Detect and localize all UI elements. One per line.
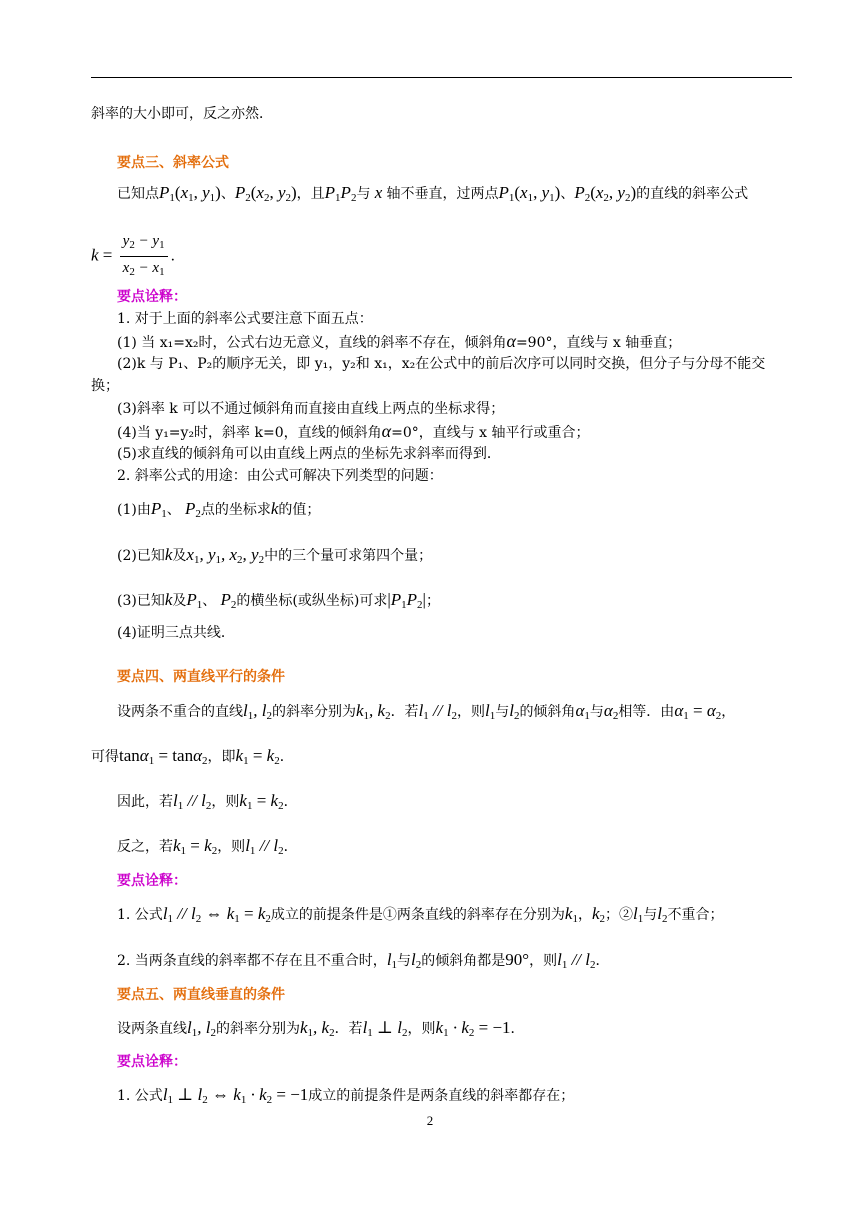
- s3-note-label: 要点诠释：: [117, 289, 187, 305]
- s4-paragraph-line2: 可得tanα$_1$ = tanα$_2$，即$k_1 = k_2$．: [91, 746, 294, 767]
- s5-paragraph: 设两条直线$l_1$, $l_2$的斜率分别为$k_1$, $k_2$．若$l_1$ ⊥ $l_2$，则$k_1 \cdot k_2 = -1$．: [117, 1018, 525, 1039]
- section-4-title: 要点四、两直线平行的条件: [117, 669, 285, 685]
- s5-note-1: 1. 公式$l_1$ ⊥ $l_2$ ⇔ $k_1 \cdot k_2 = -1$成立的前提条件是两条直线的斜率都存在；: [117, 1085, 575, 1106]
- section-3-title: 要点三、斜率公式: [117, 155, 229, 171]
- s5-note-label: 要点诠释：: [117, 1054, 187, 1070]
- s3-note-6: (5)求直线的倾斜角可以由直线上两点的坐标先求斜率而得到．: [117, 446, 501, 462]
- s4-note-1: 1. 公式$l_1 // l_2$ ⇔ $k_1 = k_2$成立的前提条件是①两条直线的斜率存在分别为$k_1$，$k_2$；$②l_1$与$l_2$不重合；: [117, 904, 724, 925]
- s3-note-4: (3)斜率 k 可以不通过倾斜角而直接由直线上两点的坐标求得；: [117, 401, 505, 417]
- s3-note-3-cont: 换；: [91, 378, 119, 394]
- s3-note-1: 1. 对于上面的斜率公式要注意下面五点：: [117, 311, 373, 327]
- use-2: (2)已知k及$x_1$, $y_1$, $x_2$, $y_2$中的三个量可求第四个量；: [117, 545, 433, 566]
- s3-paragraph-line1: 已知点$P_1(x_1$, $y_1$)、$P_2(x_2$, $y_2$)，且$P_1P_2$与 x 轴不垂直，过两点$P_1(x_1$, $y_1$)、$P_2(x_2$, $y_2$)的直线的斜率公式: [117, 183, 749, 204]
- use-3: (3)已知k及$P_1$、 $P_2$的横坐标(或纵坐标)可求$|P_1P_2|$；: [117, 590, 440, 611]
- s3-note-7: 2. 斜率公式的用途：由公式可解决下列类型的问题：: [117, 468, 443, 484]
- s3-note-5: (4)当 y₁=y₂时，斜率 k=0，直线的倾斜角α=0°，直线与 x 轴平行或重合；: [117, 421, 590, 441]
- s3-note-2: (1) 当 x₁=x₂时，公式右边无意义，直线的斜率不存在，倾斜角α=90°，直线与 x 轴垂直；: [117, 331, 682, 351]
- header-rule: [91, 77, 792, 78]
- intro-text: 斜率的大小即可，反之亦然．: [91, 106, 273, 122]
- s4-converse: 反之，若$k_1 = k_2$，则$l_1 // l_2$．: [117, 836, 298, 857]
- section-5-title: 要点五、两直线垂直的条件: [117, 987, 285, 1003]
- page-number: 2: [426, 1113, 434, 1128]
- s4-paragraph-line1: 设两条不重合的直线$l_1$, $l_2$的斜率分别为$k_1$, $k_2$．若$l_1 // l_2$，则$l_1$与$l_2$的倾斜角$\alpha_1$与$\alpha_2$相等．由$\alpha_1 = \alpha_2$，: [117, 701, 736, 722]
- use-4: (4)证明三点共线．: [117, 625, 235, 641]
- s4-note-2: 2. 当两条直线的斜率都不存在且不重合时，$l_1$与$l_2$的倾斜角都是90°，则$l_1 // l_2$．: [117, 950, 610, 971]
- s4-therefore: 因此，若$l_1 // l_2$，则$k_1 = k_2$．: [117, 791, 298, 812]
- s4-note-label: 要点诠释：: [117, 873, 187, 889]
- slope-formula: k = $\frac{y_2 - y_1}{x_2 - x_1}$ ．: [91, 230, 185, 283]
- use-1: (1)由$P_1$、 $P_2$点的坐标求k的值；: [117, 499, 321, 520]
- s3-note-3: (2)k 与 P₁、P₂的顺序无关，即 y₁，y₂和 x₁，x₂在公式中的前后次序可以同时交换，但分子与分母不能交: [117, 356, 766, 372]
